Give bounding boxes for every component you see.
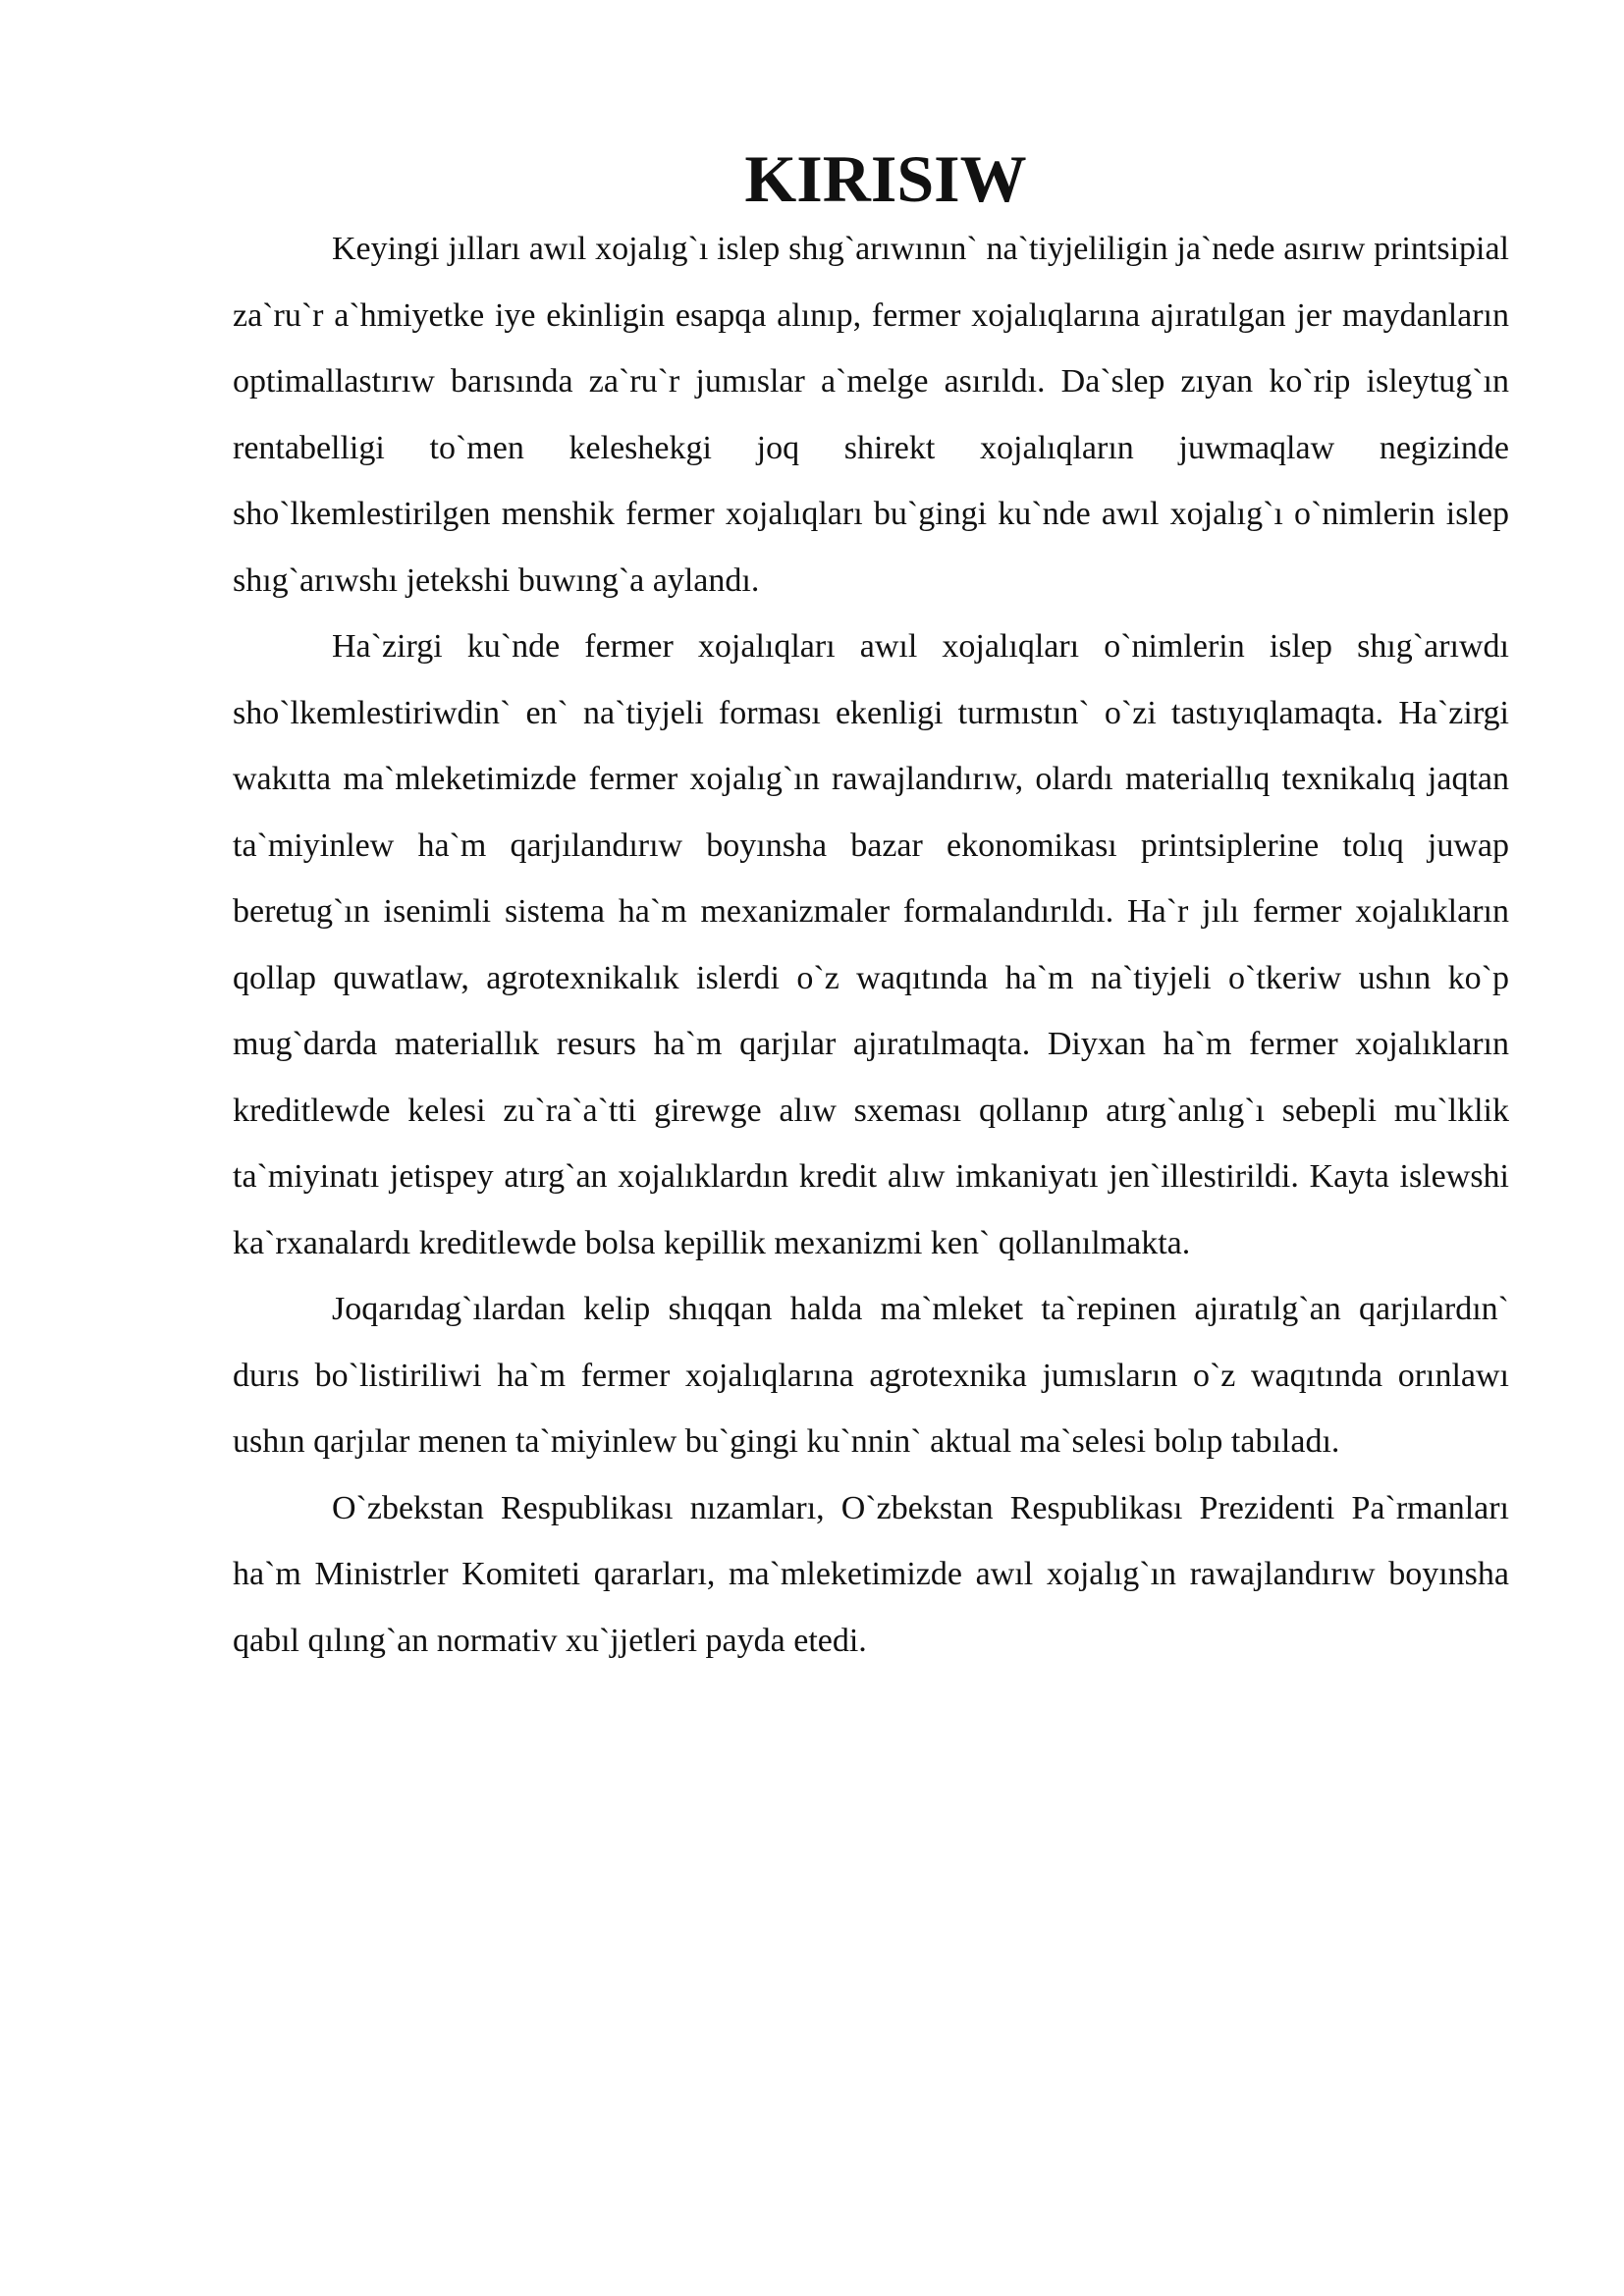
paragraph-3: Joqarıdag`ılardan kelip shıqqan halda ma`mleket ta`repinen ajıratılg`an qarjılardın` durıs bo`listiriliwi ha`m fermer xojalıqlarına agrotexnika jumısların o`z waqıtında orınlawı ushın qarjılar menen ta`miyinlew bu`gingi ku`nnin` aktual ma`selesi bolıp tabıladı. — [233, 1291, 1509, 1460]
paragraph-1: Keyingi jılları awıl xojalıg`ı islep shıg`arıwının` na`tiyjeliligin ja`nede asırıw printsipial za`ru`r a`hmiyetke iye ekinligin esapqa alınıp, fermer xojalıqlarına ajıratılgan jer maydanların optimallastırıw barısında za`ru`r jumıslar a`melge asırıldı. Da`slep zıyan ko`rip isleytug`ın rentabelligi to`men keleshekgi joq shirekt xojalıqların juwmaqlaw negizinde sho`lkemlestirilgen menshik fermer xojalıqları bu`gingi ku`nde awıl xojalıg`ı o`nimlerin islep shıg`arıwshı jetekshi buwıng`a aylandı. — [233, 231, 1509, 599]
paragraph-4: O`zbekstan Respublikası nızamları, O`zbekstan Respublikası Prezidenti Pa`rmanları ha`m Ministrler Komiteti qararları, ma`mleketimizde awıl xojalıg`ın rawajlandırıw boyınsha qabıl qılıng`an normativ xu`jjetleri payda etedi. — [233, 1489, 1509, 1659]
document-title: KIRISIW — [744, 141, 1027, 216]
document-body — [233, 141, 1509, 1674]
paragraph-2: Ha`zirgi ku`nde fermer xojalıqları awıl xojalıqları o`nimlerin islep shıg`arıwdı sho`lkemlestiriwdin` en` na`tiyjeli forması ekenligi turmıstın` o`zi tastıyıqlamaqta. Ha`zirgi wakıtta ma`mleketimizde fermer xojalıg`ın rawajlandırıw, olardı materiallıq texnikalıq jaqtan ta`miyinlew ha`m qarjılandırıw boyınsha bazar ekonomikası printsiplerine tolıq juwap beretug`ın isenimli sistema ha`m mexanizmaler formalandırıldı. Ha`r jılı fermer xojalıkların qollap quwatlaw, agrotexnikalık islerdi o`z waqıtında ha`m na`tiyjeli o`tkeriw ushın ko`p mug`darda materiallık resurs ha`m qarjılar ajıratılmaqta. Diyxan ha`m fermer xojalıkların kreditlewde kelesi zu`ra`a`tti girewge alıw sxeması qollanıp atırg`anlıg`ı sebepli mu`lklik ta`miyinatı jetispey atırg`an xojalıklardın kredit alıw imkaniyatı jen`illestirildi. Kayta islewshi ka`rxanalardı kreditlewde bolsa kepillik mexanizmi ken` qollanılmakta. — [233, 628, 1509, 1261]
